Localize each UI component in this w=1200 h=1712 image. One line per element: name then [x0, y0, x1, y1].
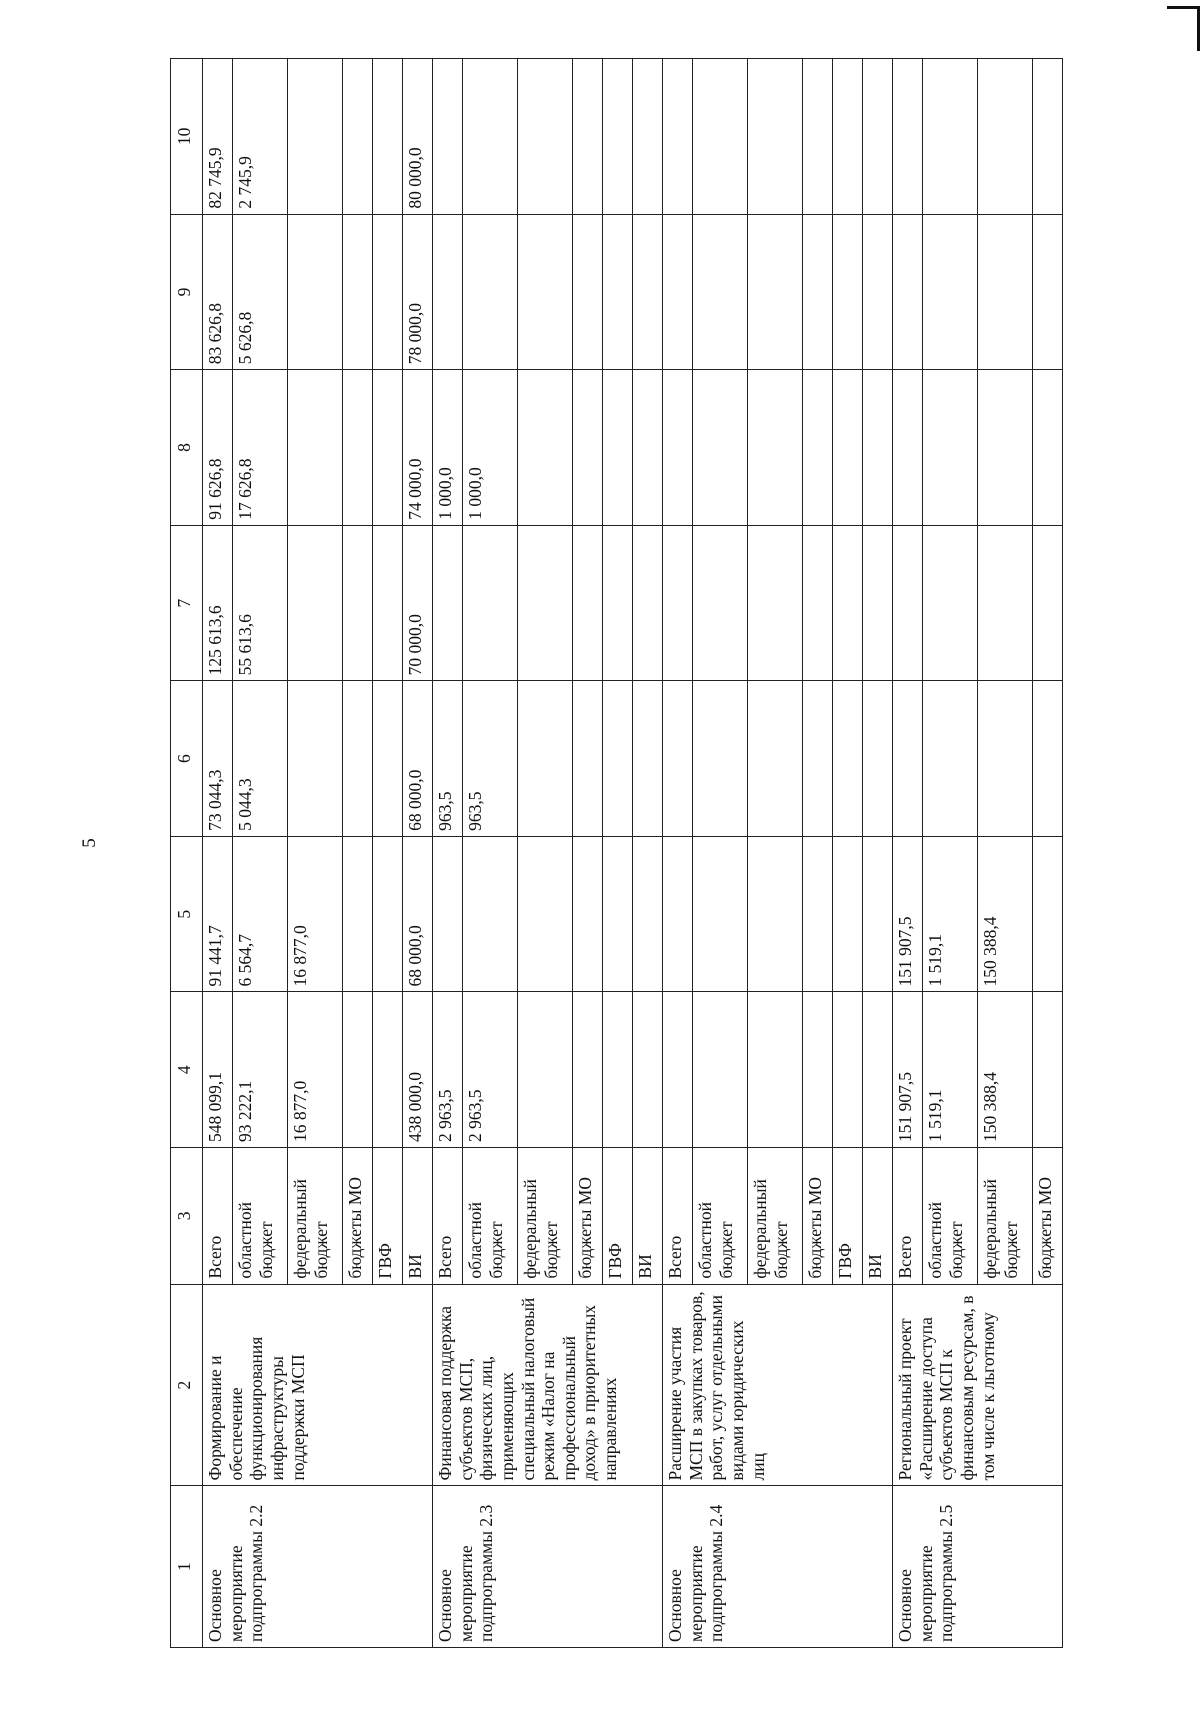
- description-cell: Региональный проект «Расширение доступа субъектов МСП к финансовым ресурсам, в том числе к льготному: [893, 1284, 1063, 1486]
- value-cell: [803, 836, 833, 992]
- value-cell: [573, 214, 603, 370]
- value-cell: [1033, 836, 1063, 992]
- value-cell: 83 626,8: [203, 214, 233, 370]
- value-cell: [603, 992, 633, 1148]
- value-cell: [978, 59, 1033, 215]
- table-body: [203, 59, 1063, 1648]
- value-cell: [693, 525, 748, 681]
- value-cell: 17 626,8: [233, 370, 288, 526]
- value-cell: [833, 370, 863, 526]
- funding-source-cell: областной бюджет: [233, 1148, 288, 1285]
- column-header: 3: [171, 1148, 203, 1285]
- value-cell: [863, 681, 893, 837]
- value-cell: 438 000,0: [403, 992, 433, 1148]
- value-cell: [373, 59, 403, 215]
- value-cell: [343, 836, 373, 992]
- value-cell: [518, 214, 573, 370]
- value-cell: [803, 59, 833, 215]
- value-cell: [748, 525, 803, 681]
- value-cell: [288, 525, 343, 681]
- value-cell: [373, 370, 403, 526]
- value-cell: 2 745,9: [233, 59, 288, 215]
- value-cell: [693, 992, 748, 1148]
- value-cell: [518, 370, 573, 526]
- funding-source-cell: областной бюджет: [463, 1148, 518, 1285]
- funding-source-cell: федеральный бюджет: [978, 1148, 1033, 1285]
- funding-source-cell: федеральный бюджет: [288, 1148, 343, 1285]
- funding-source-cell: областной бюджет: [693, 1148, 748, 1285]
- value-cell: [603, 370, 633, 526]
- value-cell: [748, 836, 803, 992]
- table-row: [203, 59, 233, 1648]
- value-cell: [893, 525, 923, 681]
- value-cell: [373, 836, 403, 992]
- funding-source-cell: федеральный бюджет: [518, 1148, 573, 1285]
- value-cell: [978, 525, 1033, 681]
- value-cell: [603, 681, 633, 837]
- value-cell: [288, 370, 343, 526]
- value-cell: [923, 214, 978, 370]
- value-cell: 5 626,8: [233, 214, 288, 370]
- value-cell: [663, 370, 693, 526]
- value-cell: [833, 59, 863, 215]
- column-header: 1: [171, 1486, 203, 1648]
- value-cell: [288, 59, 343, 215]
- funding-source-cell: Всего: [203, 1148, 233, 1285]
- value-cell: 91 441,7: [203, 836, 233, 992]
- value-cell: 151 907,5: [893, 836, 923, 992]
- table-row: [663, 59, 693, 1648]
- value-cell: [748, 681, 803, 837]
- value-cell: [1033, 681, 1063, 837]
- value-cell: [463, 214, 518, 370]
- value-cell: [803, 214, 833, 370]
- value-cell: 2 963,5: [463, 992, 518, 1148]
- value-cell: [803, 992, 833, 1148]
- funding-source-cell: Всего: [433, 1148, 463, 1285]
- value-cell: [573, 836, 603, 992]
- value-cell: [803, 525, 833, 681]
- value-cell: 1 519,1: [923, 836, 978, 992]
- value-cell: [433, 214, 463, 370]
- value-cell: [518, 525, 573, 681]
- value-cell: 548 099,1: [203, 992, 233, 1148]
- value-cell: [343, 59, 373, 215]
- value-cell: [343, 525, 373, 681]
- value-cell: [803, 681, 833, 837]
- value-cell: [463, 59, 518, 215]
- rotated-table-container: [170, 58, 1063, 1648]
- value-cell: 68 000,0: [403, 836, 433, 992]
- value-cell: [288, 681, 343, 837]
- column-header: 7: [171, 525, 203, 681]
- value-cell: [923, 59, 978, 215]
- value-cell: [693, 59, 748, 215]
- value-cell: [833, 681, 863, 837]
- column-header: 8: [171, 370, 203, 526]
- value-cell: [863, 525, 893, 681]
- funding-source-cell: областной бюджет: [923, 1148, 978, 1285]
- value-cell: [633, 525, 663, 681]
- funding-source-cell: федеральный бюджет: [748, 1148, 803, 1285]
- corner-crop-mark: [1167, 6, 1200, 51]
- value-cell: [373, 992, 403, 1148]
- column-header: 6: [171, 681, 203, 837]
- value-cell: [373, 525, 403, 681]
- value-cell: [748, 59, 803, 215]
- value-cell: 74 000,0: [403, 370, 433, 526]
- value-cell: [923, 525, 978, 681]
- funding-source-cell: ВИ: [403, 1148, 433, 1285]
- column-header: 9: [171, 214, 203, 370]
- value-cell: [833, 525, 863, 681]
- value-cell: [373, 681, 403, 837]
- funding-source-cell: ГВФ: [833, 1148, 863, 1285]
- value-cell: [463, 525, 518, 681]
- table-row: [893, 59, 923, 1648]
- value-cell: [693, 214, 748, 370]
- value-cell: [663, 681, 693, 837]
- value-cell: [893, 681, 923, 837]
- column-header: 10: [171, 59, 203, 215]
- value-cell: [343, 214, 373, 370]
- value-cell: [923, 681, 978, 837]
- value-cell: 1 000,0: [463, 370, 518, 526]
- funding-source-cell: бюджеты МО: [343, 1148, 373, 1285]
- funding-source-cell: Всего: [893, 1148, 923, 1285]
- value-cell: 151 907,5: [893, 992, 923, 1148]
- value-cell: [748, 370, 803, 526]
- value-cell: 2 963,5: [433, 992, 463, 1148]
- value-cell: [573, 59, 603, 215]
- value-cell: [573, 681, 603, 837]
- value-cell: [633, 992, 663, 1148]
- funding-source-cell: бюджеты МО: [573, 1148, 603, 1285]
- value-cell: [633, 836, 663, 992]
- value-cell: [1033, 525, 1063, 681]
- value-cell: [603, 214, 633, 370]
- value-cell: [833, 836, 863, 992]
- value-cell: [433, 525, 463, 681]
- value-cell: [433, 59, 463, 215]
- funding-source-cell: ВИ: [633, 1148, 663, 1285]
- value-cell: [518, 59, 573, 215]
- value-cell: [863, 59, 893, 215]
- value-cell: [863, 370, 893, 526]
- value-cell: [863, 992, 893, 1148]
- table-header: [171, 59, 203, 1648]
- value-cell: 70 000,0: [403, 525, 433, 681]
- funding-source-cell: ГВФ: [373, 1148, 403, 1285]
- value-cell: 68 000,0: [403, 681, 433, 837]
- value-cell: [463, 836, 518, 992]
- description-cell: Расширение участия МСП в закупках товаров, работ, услуг отдельными видами юридических лиц: [663, 1284, 893, 1486]
- value-cell: [633, 214, 663, 370]
- description-cell: Финансовая поддержка субъектов МСП, физических лиц, применяющих специальный налоговый режим «Налог на профессиональный доход» в приоритетных направлениях: [433, 1284, 663, 1486]
- value-cell: [663, 525, 693, 681]
- funding-table: [170, 58, 1063, 1648]
- value-cell: [693, 370, 748, 526]
- value-cell: 73 044,3: [203, 681, 233, 837]
- value-cell: [433, 836, 463, 992]
- activity-cell: Основное мероприятие подпрограммы 2.5: [893, 1486, 1063, 1648]
- value-cell: [603, 836, 633, 992]
- value-cell: [663, 59, 693, 215]
- value-cell: [573, 992, 603, 1148]
- value-cell: [748, 214, 803, 370]
- value-cell: 80 000,0: [403, 59, 433, 215]
- value-cell: [633, 681, 663, 837]
- value-cell: [343, 992, 373, 1148]
- funding-source-cell: ГВФ: [603, 1148, 633, 1285]
- value-cell: [833, 214, 863, 370]
- value-cell: [978, 681, 1033, 837]
- value-cell: 78 000,0: [403, 214, 433, 370]
- value-cell: [343, 681, 373, 837]
- value-cell: 150 388,4: [978, 992, 1033, 1148]
- value-cell: [863, 214, 893, 370]
- value-cell: [978, 214, 1033, 370]
- value-cell: [518, 681, 573, 837]
- value-cell: [1033, 992, 1063, 1148]
- value-cell: [693, 681, 748, 837]
- value-cell: [663, 214, 693, 370]
- value-cell: 55 613,6: [233, 525, 288, 681]
- value-cell: [893, 370, 923, 526]
- table-row: [433, 59, 463, 1648]
- value-cell: [663, 836, 693, 992]
- value-cell: [573, 525, 603, 681]
- value-cell: [863, 836, 893, 992]
- description-cell: Формирование и обеспечение функционирования инфраструктуры поддержки МСП: [203, 1284, 433, 1486]
- value-cell: [603, 525, 633, 681]
- value-cell: [518, 836, 573, 992]
- column-header: 2: [171, 1284, 203, 1486]
- page-number: 5: [79, 838, 100, 848]
- activity-cell: Основное мероприятие подпрограммы 2.4: [663, 1486, 893, 1648]
- value-cell: [978, 370, 1033, 526]
- value-cell: 93 222,1: [233, 992, 288, 1148]
- value-cell: 5 044,3: [233, 681, 288, 837]
- value-cell: 1 519,1: [923, 992, 978, 1148]
- activity-cell: Основное мероприятие подпрограммы 2.2: [203, 1486, 433, 1648]
- value-cell: [288, 214, 343, 370]
- value-cell: [893, 59, 923, 215]
- column-header: 4: [171, 992, 203, 1148]
- funding-source-cell: бюджеты МО: [803, 1148, 833, 1285]
- value-cell: [663, 992, 693, 1148]
- value-cell: 1 000,0: [433, 370, 463, 526]
- value-cell: [373, 214, 403, 370]
- value-cell: [1033, 370, 1063, 526]
- value-cell: [633, 59, 663, 215]
- value-cell: [1033, 214, 1063, 370]
- funding-source-cell: бюджеты МО: [1033, 1148, 1063, 1285]
- funding-source-cell: Всего: [663, 1148, 693, 1285]
- value-cell: [518, 992, 573, 1148]
- value-cell: 16 877,0: [288, 836, 343, 992]
- value-cell: 963,5: [433, 681, 463, 837]
- value-cell: 82 745,9: [203, 59, 233, 215]
- value-cell: [633, 370, 663, 526]
- value-cell: [573, 370, 603, 526]
- value-cell: 91 626,8: [203, 370, 233, 526]
- activity-cell: Основное мероприятие подпрограммы 2.3: [433, 1486, 663, 1648]
- value-cell: [833, 992, 863, 1148]
- value-cell: [748, 992, 803, 1148]
- value-cell: 963,5: [463, 681, 518, 837]
- value-cell: 150 388,4: [978, 836, 1033, 992]
- value-cell: [803, 370, 833, 526]
- value-cell: [343, 370, 373, 526]
- funding-source-cell: ВИ: [863, 1148, 893, 1285]
- column-header: 5: [171, 836, 203, 992]
- value-cell: 16 877,0: [288, 992, 343, 1148]
- value-cell: [1033, 59, 1063, 215]
- value-cell: 125 613,6: [203, 525, 233, 681]
- value-cell: 6 564,7: [233, 836, 288, 992]
- value-cell: [693, 836, 748, 992]
- value-cell: [893, 214, 923, 370]
- value-cell: [923, 370, 978, 526]
- value-cell: [603, 59, 633, 215]
